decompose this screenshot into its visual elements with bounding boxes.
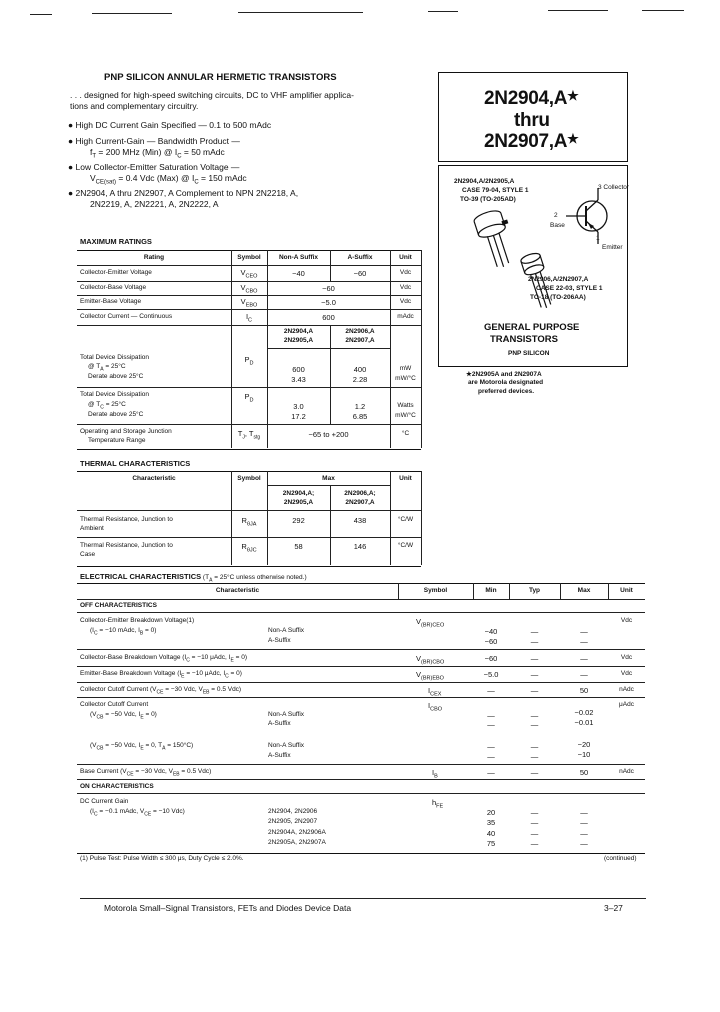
- mr-row-vceo-a: −60: [353, 269, 367, 278]
- ec-hfe-min4: 75: [486, 839, 496, 848]
- feature-1: ● High DC Current Gain Specified — 0.1 to 500 mAdc: [68, 120, 272, 130]
- th-row2-v2: 146: [353, 542, 367, 551]
- mr-header-rating: Rating: [143, 254, 165, 261]
- mr-temp-value: −65 to +200: [308, 430, 349, 439]
- ec-ib-max: 50: [579, 768, 589, 777]
- ec-hfe-typ1: —: [530, 808, 539, 817]
- th-header-char: Characteristic: [132, 475, 176, 482]
- ec-icex-min: —: [487, 686, 495, 695]
- mr-header-unit: Unit: [399, 254, 412, 261]
- th-row2-unit: °C/W: [397, 542, 414, 549]
- ec-bvebo-unit: Vdc: [620, 670, 633, 677]
- ec-icbo-min1: —: [487, 711, 495, 720]
- ec-bvceo-typ2: —: [530, 637, 539, 646]
- ec-bvceo-suffix2: A-Suffix: [268, 637, 291, 644]
- mr-row-ic-label: Collector Current — Continuous: [80, 313, 173, 320]
- ec-bvceo-label: Collector-Emitter Breakdown Voltage(1): [80, 617, 195, 624]
- ec-icbo-cond2: ($V_{CB} = -50$ Vdc, $I_E = 0$, $T_A = 150^\circ C$): [90, 742, 194, 752]
- preferred-line-2: are Motorola designated: [468, 379, 544, 386]
- ec-bvceo-unit: Vdc: [620, 617, 633, 624]
- feature-2: ● High Current-Gain — Bandwidth Product —: [68, 136, 240, 146]
- part-number-2: 2N2907,A★: [484, 131, 579, 152]
- mr-pd1-label-2: @ $T_A = 25^\circ C$: [88, 363, 126, 373]
- thermal-title: THERMAL CHARACTERISTICS: [80, 459, 191, 468]
- mr-row-vceo-symbol: $V_{CEO}$: [240, 268, 258, 280]
- mr-row-vebo-symbol: $V_{EBO}$: [240, 297, 258, 309]
- th-header-unit: Unit: [399, 475, 412, 482]
- mr-sub-h1a: 2N2904,A: [283, 328, 314, 335]
- mr-row-vceo-label: Collector-Emitter Voltage: [80, 269, 152, 276]
- mr-temp-label-1: Operating and Storage Junction: [80, 428, 172, 435]
- ec-ib-typ: —: [530, 768, 539, 777]
- mr-pd1-b1: 400: [353, 365, 367, 374]
- ec-icbo-max2: −0.01: [574, 718, 594, 727]
- th-row2-label-2: Case: [80, 551, 96, 558]
- ec-hfe-typ4: —: [530, 839, 539, 848]
- ec-bvcbo-min: −60: [484, 654, 498, 663]
- page-title: PNP SILICON ANNULAR HERMETIC TRANSISTORS: [104, 72, 337, 83]
- feature-2-line-2: $f_T = 200$ MHz (Min) @ $I_C = 50$ mAdc: [90, 147, 225, 160]
- case2-parts: 2N2906,A/2N2907,A: [528, 276, 589, 283]
- pin-base-number: 2: [554, 212, 558, 219]
- mr-row-vebo-label: Emitter-Base Voltage: [80, 298, 142, 305]
- footer-page-number: 3–27: [604, 903, 623, 913]
- pin-emitter-label: Emitter: [602, 244, 623, 251]
- pin-base-label: Base: [550, 222, 565, 229]
- footnote: (1) Pulse Test: Pulse Width ≤ 300 μs, Duty Cycle ≤ 2.0%.: [80, 855, 244, 862]
- ec-icex-label: Collector Cutoff Current ($V_{CE} = -30$ Vdc, $V_{EB} = 0.5$ Vdc): [80, 686, 242, 696]
- th-row1-symbol: $R_{\theta JA}$: [241, 516, 257, 528]
- ec-header-min: Min: [485, 587, 497, 594]
- mr-pd2-b2: 6.85: [352, 412, 368, 421]
- ec-icbo-symbol: $I_{CBO}$: [428, 701, 443, 713]
- ec-icex-typ: —: [530, 686, 539, 695]
- ec-ib-symbol: $I_B$: [432, 768, 438, 780]
- ec-hfe-typ3: —: [530, 829, 539, 838]
- mr-header-symbol: Symbol: [237, 254, 261, 261]
- ec-icbo-max4: −10: [577, 750, 591, 759]
- ec-hfe-max2: —: [580, 818, 588, 827]
- ec-bvebo-symbol: $V_{(BR)EBO}$: [416, 670, 444, 682]
- mr-row-vceo-unit: Vdc: [399, 269, 412, 276]
- th-sub-h2a: 2N2906,A;: [344, 490, 376, 497]
- ec-hfe-max4: —: [580, 839, 588, 848]
- ec-icex-unit: nAdc: [619, 686, 634, 693]
- continued-label: (continued): [604, 855, 637, 862]
- ec-bvceo-max1: —: [580, 627, 588, 636]
- on-characteristics-title: ON CHARACTERISTICS: [80, 783, 154, 790]
- off-characteristics-title: OFF CHARACTERISTICS: [80, 602, 157, 609]
- mr-pd1-b2: 2.28: [352, 375, 368, 384]
- preferred-line-3: preferred devices.: [478, 388, 535, 395]
- ec-icbo-min3: —: [487, 742, 495, 751]
- ec-header-typ: Typ: [528, 587, 541, 594]
- th-sub-h2b: 2N2907,A: [345, 499, 375, 506]
- mr-pd2-b1: 1.2: [354, 402, 366, 411]
- ec-icbo-cond1: ($V_{CB} = -50$ Vdc, $I_E = 0$): [90, 711, 157, 721]
- th-row2-symbol: $R_{\theta JC}$: [241, 542, 257, 554]
- case2-to: TO-18 (TO-206AA): [530, 294, 586, 301]
- th-row1-v2: 438: [353, 516, 367, 525]
- feature-4-line-2: 2N2219, A, 2N2221, A, 2N2222, A: [90, 199, 219, 209]
- ec-icbo-unit: μAdc: [619, 701, 634, 708]
- max-ratings-title: MAXIMUM RATINGS: [80, 237, 152, 246]
- ec-bvebo-min: −5.0: [483, 670, 499, 679]
- footer-left: Motorola Small–Signal Transistors, FETs and Diodes Device Data: [104, 903, 352, 913]
- mr-row-ic-value: 600: [322, 313, 335, 322]
- mr-pd2-label-1: Total Device Dissipation: [80, 391, 150, 398]
- mr-row-vebo-value: −5.0: [321, 298, 336, 307]
- ec-hfe-min3: 40: [486, 829, 496, 838]
- mr-sub-h2b: 2N2907,A: [345, 337, 375, 344]
- ec-bvcbo-symbol: $V_{(BR)CBO}$: [416, 654, 445, 666]
- ec-icex-max: 50: [579, 686, 589, 695]
- pin-collector-label: 3 Collector: [598, 184, 630, 191]
- ec-bvebo-label: Emitter-Base Breakdown Voltage ($I_E = -10$ μAdc, $I_C = 0$): [80, 670, 242, 680]
- th-header-symbol: Symbol: [237, 475, 261, 482]
- mr-pd1-symbol: $P_D$: [244, 355, 254, 367]
- electrical-title: ELECTRICAL CHARACTERISTICS ($T_A = 25^\circ C$ unless otherwise noted.): [80, 572, 307, 584]
- ec-bvceo-max2: —: [580, 637, 588, 646]
- ec-hfe-cond: ($I_C = -0.1$ mAdc, $V_{CE} = -10$ Vdc): [90, 808, 185, 818]
- ec-icbo-typ4: —: [530, 752, 539, 761]
- mr-pd2-a2: 17.2: [291, 412, 306, 421]
- ec-bvceo-suffix1: Non-A Suffix: [268, 627, 305, 634]
- feature-3-line-2: $V_{CE(sat)} = 0.4$ Vdc (Max) @ $I_C = 150$ mAdc: [90, 173, 247, 186]
- general-purpose-label: GENERAL PURPOSE: [484, 322, 580, 333]
- ec-icbo-max3: −20: [577, 740, 591, 749]
- mr-header-a: A-Suffix: [347, 254, 373, 261]
- ec-icbo-suffix3: Non-A Suffix: [268, 742, 305, 749]
- ec-bvebo-typ: —: [530, 670, 539, 679]
- mr-row-vcbo-value: −60: [322, 284, 335, 293]
- ec-header-symbol: Symbol: [423, 587, 448, 594]
- ec-icbo-suffix4: A-Suffix: [268, 752, 291, 759]
- ec-icbo-typ3: —: [530, 742, 539, 751]
- th-row1-label-1: Thermal Resistance, Junction to: [80, 516, 173, 523]
- mr-row-vebo-unit: Vdc: [399, 298, 412, 305]
- mr-temp-unit: °C: [401, 430, 410, 437]
- transistors-label: TRANSISTORS: [490, 334, 558, 345]
- ec-icbo-min2: —: [487, 720, 495, 729]
- mr-pd1-label-1: Total Device Dissipation: [80, 354, 150, 361]
- ec-bvceo-typ1: —: [530, 627, 539, 636]
- th-row1-v1: 292: [292, 516, 305, 525]
- mr-pd2-label-3: Derate above 25°C: [88, 411, 144, 418]
- mr-temp-symbol: $T_J$, $T_{stg}$: [237, 429, 261, 441]
- th-row1-unit: °C/W: [397, 516, 414, 523]
- mr-row-vcbo-symbol: $V_{CBO}$: [240, 283, 258, 295]
- description-line-1: . . . designed for high-speed switching circuits, DC to VHF amplifier applica-: [70, 90, 354, 100]
- ec-ib-label: Base Current ($V_{CE} = -30$ Vdc, $V_{EB} = 0.5$ Vdc): [80, 768, 212, 778]
- top-rule-4: [428, 11, 458, 12]
- ec-bvcbo-label: Collector-Base Breakdown Voltage ($I_C = -10$ μAdc, $I_E = 0$): [80, 654, 247, 664]
- top-rule-2: [92, 13, 172, 14]
- mr-pd2-symbol: $P_D$: [244, 392, 254, 404]
- th-row2-label-1: Thermal Resistance, Junction to: [80, 542, 173, 549]
- preferred-line-1: ★2N2905A and 2N2907A: [466, 371, 542, 378]
- mr-pd1-u2: mW/°C: [395, 375, 416, 382]
- ec-header-max: Max: [577, 587, 591, 594]
- ec-icbo-max1: −0.02: [574, 708, 594, 717]
- ec-bvceo-symbol: $V_{(BR)CEO}$: [416, 617, 445, 629]
- ec-hfe-device3: 2N2904A, 2N2906A: [268, 829, 326, 836]
- ec-ib-unit: nAdc: [619, 768, 634, 775]
- ec-header-char: Characteristic: [215, 587, 260, 594]
- ec-bvcbo-max: —: [580, 654, 588, 663]
- star-icon: ★: [567, 131, 579, 146]
- mr-pd1-label-3: Derate above 25°C: [88, 373, 144, 380]
- ec-bvcbo-typ: —: [530, 654, 539, 663]
- th-sub-h1a: 2N2904,A;: [282, 490, 315, 497]
- ec-bvcbo-unit: Vdc: [620, 654, 633, 661]
- mr-row-ic-symbol: $I_C$: [245, 312, 253, 324]
- mr-pd1-a2: 3.43: [291, 375, 306, 384]
- ec-icbo-min4: —: [487, 752, 495, 761]
- th-row2-v1: 58: [294, 542, 303, 551]
- ec-bvceo-cond: ($I_C = -10$ mAdc, $I_B = 0$): [90, 627, 157, 637]
- ec-hfe-typ2: —: [530, 818, 539, 827]
- ec-icbo-suffix2: A-Suffix: [268, 720, 291, 727]
- top-rule-3: [238, 12, 363, 13]
- pin-emitter-number: 1: [596, 235, 600, 242]
- ec-icbo-typ2: —: [530, 720, 539, 729]
- description-line-2: tions and complementary circuitry.: [70, 101, 199, 111]
- ec-hfe-device4: 2N2905A, 2N2907A: [268, 839, 326, 846]
- ec-icbo-typ1: —: [530, 711, 539, 720]
- ec-icex-symbol: $I_{CEX}$: [428, 686, 442, 698]
- ec-hfe-max1: —: [580, 808, 588, 817]
- mr-row-ic-unit: mAdc: [397, 313, 414, 320]
- mr-row-vcbo-label: Collector-Base Voltage: [80, 284, 147, 291]
- star-icon: ★: [567, 88, 579, 103]
- ec-hfe-min1: 20: [486, 808, 496, 817]
- ec-icbo-label: Collector Cutoff Current: [80, 701, 149, 708]
- ec-icbo-suffix1: Non-A Suffix: [268, 711, 305, 718]
- case1-case: CASE 79-04, STYLE 1: [462, 187, 529, 194]
- mr-temp-label-2: Temperature Range: [88, 437, 146, 444]
- mr-sub-h1b: 2N2905,A: [283, 337, 314, 344]
- mr-header-nona: Non-A Suffix: [278, 254, 319, 261]
- top-rule-1: [30, 14, 52, 15]
- mr-pd2-a1: 3.0: [293, 402, 304, 411]
- ec-hfe-label: DC Current Gain: [80, 798, 129, 805]
- mr-pd2-u1: Watts: [397, 402, 414, 409]
- ec-hfe-max3: —: [580, 829, 588, 838]
- feature-4: ● 2N2904, A thru 2N2907, A Complement to NPN 2N2218, A,: [68, 188, 299, 198]
- part-thru: thru: [514, 110, 550, 131]
- th-row1-label-2: Ambient: [80, 525, 104, 532]
- pnp-silicon-label: PNP SILICON: [508, 350, 550, 357]
- ec-ib-min: —: [487, 768, 495, 777]
- ec-hfe-device2: 2N2905, 2N2907: [268, 818, 318, 825]
- ec-hfe-device1: 2N2904, 2N2906: [268, 808, 318, 815]
- ec-bvebo-max: —: [580, 670, 588, 679]
- th-sub-h1b: 2N2905,A: [283, 499, 314, 506]
- ec-bvceo-min1: −40: [484, 627, 498, 636]
- mr-pd2-label-2: @ $T_C = 25^\circ C$: [88, 401, 126, 411]
- part-number-1: 2N2904,A★: [484, 88, 579, 109]
- case1-to: TO-39 (TO-205AD): [460, 196, 516, 203]
- case2-case: CASE 22-03, STYLE 1: [536, 285, 603, 292]
- top-rule-6: [642, 10, 684, 11]
- ec-bvceo-min2: −60: [484, 637, 498, 646]
- ec-hfe-symbol: $h_{FE}$: [432, 798, 444, 810]
- feature-3: ● Low Collector-Emitter Saturation Voltage —: [68, 162, 240, 172]
- ec-header-unit: Unit: [620, 587, 633, 594]
- case1-parts: 2N2904,A/2N2905,A: [454, 178, 515, 185]
- mr-pd2-u2: mW/°C: [395, 412, 416, 419]
- footer-rule: [80, 898, 646, 899]
- mr-pd1-u1: mW: [399, 365, 412, 372]
- mr-pd1-a1: 600: [292, 365, 305, 374]
- ec-hfe-min2: 35: [486, 818, 496, 827]
- top-rule-5: [548, 10, 608, 11]
- mr-row-vceo-nona: −40: [292, 269, 305, 278]
- th-header-max: Max: [322, 475, 335, 482]
- mr-sub-h2a: 2N2906,A: [345, 328, 375, 335]
- mr-row-vcbo-unit: Vdc: [399, 284, 412, 291]
